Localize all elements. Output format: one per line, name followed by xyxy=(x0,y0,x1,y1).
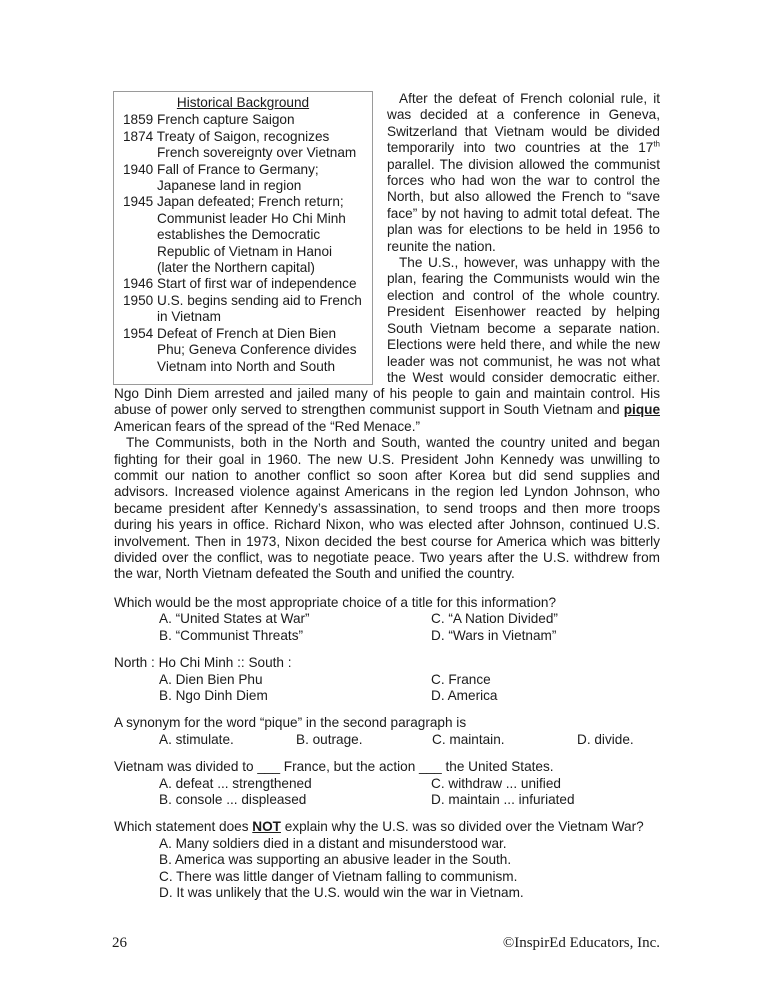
question-2 xyxy=(114,655,674,704)
text: Which statement does xyxy=(114,819,253,835)
paragraph-2-cont xyxy=(114,386,660,435)
sidebox-title: Historical Background xyxy=(176,95,310,110)
option-d[interactable]: D. divide. xyxy=(577,731,634,747)
timeline-line: 1940 Fall of France to Germany; xyxy=(123,161,319,177)
text: Ngo Dinh Diem arrested and jailed many of his people to gain and maintain control. His abuse of power only served to strengthen communist support in South Vietnam and xyxy=(114,386,660,418)
answer-options xyxy=(114,732,674,748)
option-c[interactable]: C. There was little danger of Vietnam falling to communism. xyxy=(159,868,518,884)
timeline-entry xyxy=(123,194,372,276)
option-b[interactable]: B. Ngo Dinh Diem xyxy=(159,688,268,704)
option-d[interactable]: D. “Wars in Vietnam” xyxy=(431,627,557,643)
option-b[interactable]: B. America was supporting an abusive leader in the South. xyxy=(159,852,512,868)
option-c[interactable]: C. France xyxy=(431,671,491,687)
timeline-cont: (later the Northern capital) xyxy=(157,260,315,276)
text: explain why the U.S. was so divided over the Vietnam War? xyxy=(280,819,644,835)
emphasis-not: NOT xyxy=(252,819,281,835)
passage-right-column xyxy=(387,91,660,386)
paragraph-1 xyxy=(387,91,660,255)
passage-full-width xyxy=(114,386,660,583)
timeline-line: 1874 Treaty of Saigon, recognizes xyxy=(123,128,330,144)
timeline-entry xyxy=(123,276,372,292)
option-a[interactable]: A. stimulate. xyxy=(159,731,234,747)
text: After the defeat of French colonial rule, it was decided at a conference in Geneva, Switzerland that Vietnam would be divided temporarily into two countries at the 17 xyxy=(387,91,660,156)
paragraph-3: The Communists, both in the North and South, wanted the country united and began fighting for their goal in 1960. The new U.S. President John Kennedy was unwilling to commit our nation to another conflict so soon after Korea but did send supplies and advisors. Increased violence against Americans in the region led Lyndon Johnson, who became president after Kennedy’s assassination, to send troops and then more troops during his years in office. Richard Nixon, who was elected after Johnson, continued U.S. involvement. Then in 1973, Nixon decided the best course for America which was bitterly divided over the conflict, was to negotiate peace. Two years after the U.S. withdrew from the war, North Vietnam defeated the South and unified the country. xyxy=(114,435,660,582)
option-c[interactable]: C. withdraw ... unified xyxy=(431,775,561,791)
option-d[interactable]: D. maintain ... infuriated xyxy=(431,792,575,808)
timeline-entry xyxy=(123,162,372,195)
timeline-cont: Republic of Vietnam in Hanoi xyxy=(157,243,333,259)
option-b[interactable]: B. console ... displeased xyxy=(159,792,307,808)
copyright: ©InspirEd Educators, Inc. xyxy=(502,935,660,951)
timeline-cont: in Vietnam xyxy=(157,309,221,325)
timeline-line: 1946 Start of first war of independence xyxy=(123,276,357,292)
timeline-entry xyxy=(123,112,372,128)
timeline-line: 1859 French capture Saigon xyxy=(123,112,295,128)
timeline-cont: Vietnam into North and South xyxy=(157,358,336,374)
timeline-line: 1954 Defeat of French at Dien Bien xyxy=(123,325,337,341)
timeline-entry xyxy=(123,129,372,162)
question-1 xyxy=(114,595,674,644)
timeline-line: 1950 U.S. begins sending aid to French xyxy=(123,292,362,308)
option-a[interactable]: A. defeat ... strengthened xyxy=(159,775,312,791)
text: American fears of the spread of the “Red Menace.” xyxy=(114,418,421,434)
question-stem: Which would be the most appropriate choice of a title for this information? xyxy=(114,595,557,610)
answer-options xyxy=(114,672,674,705)
timeline-cont: establishes the Democratic xyxy=(157,227,321,243)
question-stem: North : Ho Chi Minh :: South : xyxy=(114,655,292,671)
option-a[interactable]: A. Dien Bien Phu xyxy=(159,671,263,687)
option-d[interactable]: D. It was unlikely that the U.S. would win the war in Vietnam. xyxy=(159,885,524,901)
option-d[interactable]: D. America xyxy=(431,688,498,704)
option-a[interactable]: A. “United States at War” xyxy=(159,611,310,627)
option-b[interactable]: B. “Communist Threats” xyxy=(159,627,304,643)
question-4 xyxy=(114,759,674,808)
timeline-cont: Japanese land in region xyxy=(157,178,302,194)
page-number: 26 xyxy=(112,935,127,951)
answer-options xyxy=(114,836,674,902)
timeline-entry xyxy=(123,293,372,326)
superscript: th xyxy=(653,139,660,149)
option-c[interactable]: C. “A Nation Divided” xyxy=(431,611,558,627)
question-3 xyxy=(114,715,674,748)
timeline-cont: Communist leader Ho Chi Minh xyxy=(157,210,346,226)
question-stem: A synonym for the word “pique” in the second paragraph is xyxy=(114,715,467,731)
questions-section xyxy=(114,595,674,913)
page-footer xyxy=(112,935,660,952)
vocab-word-pique: pique xyxy=(623,402,660,418)
timeline-line: 1945 Japan defeated; French return; xyxy=(123,194,344,210)
question-5 xyxy=(114,819,674,901)
text: parallel. The division allowed the communist forces who had won the war to control the North, but also allowed the French to “save face” by not having to admit total defeat. The plan was for elections to be held in 1956 to reunite the nation. xyxy=(387,156,660,254)
option-b[interactable]: B. outrage. xyxy=(296,731,363,747)
historical-background-box xyxy=(113,91,373,385)
question-stem xyxy=(114,819,674,835)
option-a[interactable]: A. Many soldiers died in a distant and misunderstood war. xyxy=(159,835,507,851)
question-stem: Vietnam was divided to ___ France, but the action ___ the United States. xyxy=(114,759,554,775)
timeline-cont: French sovereignty over Vietnam xyxy=(157,145,357,161)
answer-options xyxy=(114,776,674,809)
timeline-cont: Phu; Geneva Conference divides xyxy=(157,342,357,358)
timeline-entry xyxy=(123,326,372,375)
paragraph-2-start: The U.S., however, was unhappy with the plan, fearing the Communists would win the election and control of the whole country. President Eisenhower reacted by helping South Vietnam become a separate nation. Elections were held there, and while the new leader was not communist, he was not what the West would consider democratic either. xyxy=(387,255,660,385)
answer-options xyxy=(114,611,674,644)
option-c[interactable]: C. maintain. xyxy=(432,731,505,747)
